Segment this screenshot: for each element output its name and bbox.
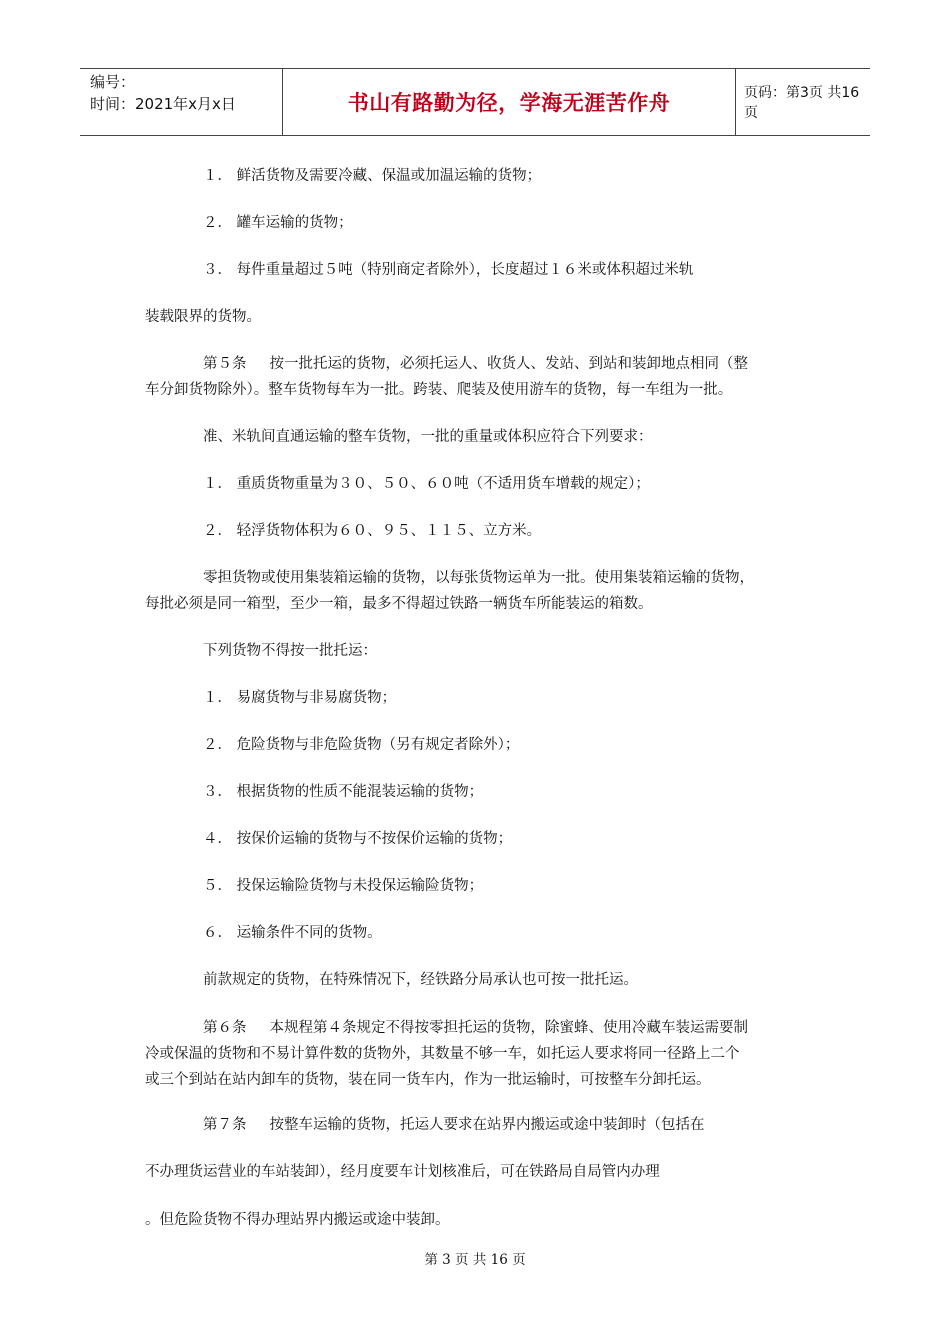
body-line: 第６条 本规程第４条规定不得按零担托运的货物，除蜜蜂、使用冷藏车装运需要制 — [203, 1020, 749, 1036]
body-line: ２． 轻浮货物体积为６０、９５、１１５、立方米。 — [203, 523, 542, 539]
body-line: ４． 按保价运输的货物与不按保价运输的货物； — [203, 831, 513, 847]
body-line: 或三个到站在站内卸车的货物，装在同一货车内，作为一批运输时，可按整车分卸托运。 — [145, 1072, 711, 1088]
body-line: １． 鲜活货物及需要冷藏、保温或加温运输的货物； — [203, 168, 542, 184]
body-line: ３． 根据货物的性质不能混装运输的货物； — [203, 784, 484, 800]
body-line: １． 重质货物重量为３０、５０、６０吨（不适用货车增载的规定）； — [203, 476, 650, 492]
body-line: 下列货物不得按一批托运： — [203, 643, 377, 659]
body-line: 。但危险货物不得办理站界内搬运或途中装卸。 — [145, 1212, 450, 1228]
body-line: 冷或保温的货物和不易计算件数的货物外，其数量不够一车，如托运人要求将同一径路上二个 — [145, 1046, 740, 1062]
body-line: 准、米轨间直通运输的整车货物，一批的重量或体积应符合下列要求： — [203, 429, 653, 445]
document-header — [80, 68, 870, 136]
page-footer: 第 3 页 共 16 页 — [424, 1252, 526, 1268]
body-line: 零担货物或使用集装箱运输的货物，以每张货物运单为一批。使用集装箱运输的货物， — [203, 570, 754, 586]
header-meta — [80, 69, 282, 135]
body-line: 前款规定的货物，在特殊情况下，经铁路分局承认也可按一批托运。 — [203, 972, 638, 988]
body-line: 第７条 按整车运输的货物，托运人要求在站界内搬运或途中装卸时（包括在 — [203, 1117, 705, 1133]
body-line: ５． 投保运输险货物与未投保运输险货物； — [203, 878, 484, 894]
body-line: ６． 运输条件不同的货物。 — [203, 925, 382, 941]
body-line: 不办理货运营业的车站装卸），经月度要车计划核准后，可在铁路局自局管内办理 — [145, 1164, 660, 1180]
header-motto: 书山有路勤为径，学海无涯苦作舟 — [282, 69, 736, 135]
body-line: 每批必须是同一箱型，至少一箱，最多不得超过铁路一辆货车所能装运的箱数。 — [145, 596, 653, 612]
body-line: 第５条 按一批托运的货物，必须托运人、收货人、发站、到站和装卸地点相同（整 — [203, 356, 749, 372]
body-line: 装载限界的货物。 — [145, 309, 261, 325]
body-line: ３． 每件重量超过５吨（特别商定者除外），长度超过１６米或体积超过米轨 — [203, 262, 694, 278]
body-line: ２． 罐车运输的货物； — [203, 215, 353, 231]
body-line: 车分卸货物除外）。整车货物每车为一批。跨装、爬装及使用游车的货物，每一车组为一批。 — [145, 382, 733, 398]
date-label: 时间：2021年x月x日 — [90, 95, 236, 113]
serial-number-label: 编号： — [90, 73, 136, 91]
header-page-info: 页码：第3页 共16页 — [744, 85, 860, 121]
body-line: ２． 危险货物与非危险货物（另有规定者除外）； — [203, 737, 520, 753]
body-line: １． 易腐货物与非易腐货物； — [203, 690, 397, 706]
